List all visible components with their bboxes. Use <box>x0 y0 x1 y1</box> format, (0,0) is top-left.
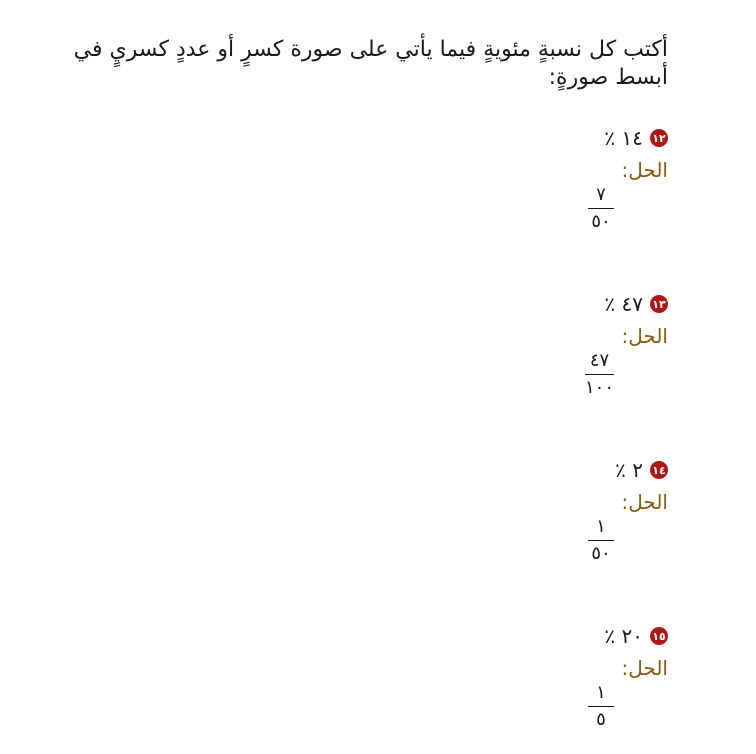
problem-number-badge: ١٣ <box>650 295 668 313</box>
solution-label: الحل: <box>621 656 668 680</box>
answer-fraction <box>588 516 614 565</box>
question-line <box>588 622 668 650</box>
problem-number-badge: ١٢ <box>650 129 668 147</box>
answer-fraction <box>588 682 614 731</box>
answer-fraction <box>588 184 614 233</box>
percent-value: ٢ ٪ <box>615 458 643 482</box>
problem-number-badge: ١٤ <box>650 461 668 479</box>
percent-value: ٢٠ ٪ <box>604 624 643 648</box>
problem-13 <box>585 290 668 399</box>
denominator: ١٠٠ <box>584 377 614 398</box>
question-line <box>585 290 668 318</box>
numerator: ١ <box>596 516 606 537</box>
numerator: ١ <box>596 682 606 703</box>
solution-label: الحل: <box>621 158 668 182</box>
solution-label: الحل: <box>621 324 668 348</box>
solution-label: الحل: <box>621 490 668 514</box>
problem-12 <box>588 124 668 233</box>
numerator: ٧ <box>596 184 606 205</box>
problem-number-badge: ١٥ <box>650 627 668 645</box>
fraction-bar <box>588 208 614 209</box>
problem-14 <box>588 456 668 565</box>
denominator: ٥٠ <box>591 543 611 564</box>
fraction-bar <box>588 540 614 541</box>
numerator: ٤٧ <box>589 350 610 371</box>
denominator: ٥ <box>596 709 606 730</box>
instruction-text: أكتب كل نسبةٍ مئويةٍ فيما يأتي على صورة كسرٍ أو عددٍ كسريٍ في أبسط صورةٍ: <box>73 37 668 90</box>
question-line <box>588 124 668 152</box>
question-line <box>588 456 668 484</box>
problem-15 <box>588 622 668 731</box>
denominator: ٥٠ <box>591 211 611 232</box>
answer-fraction <box>585 350 614 399</box>
percent-value: ١٤ ٪ <box>604 126 643 150</box>
fraction-bar <box>585 374 614 375</box>
fraction-bar <box>588 706 614 707</box>
percent-value: ٤٧ ٪ <box>604 292 643 316</box>
